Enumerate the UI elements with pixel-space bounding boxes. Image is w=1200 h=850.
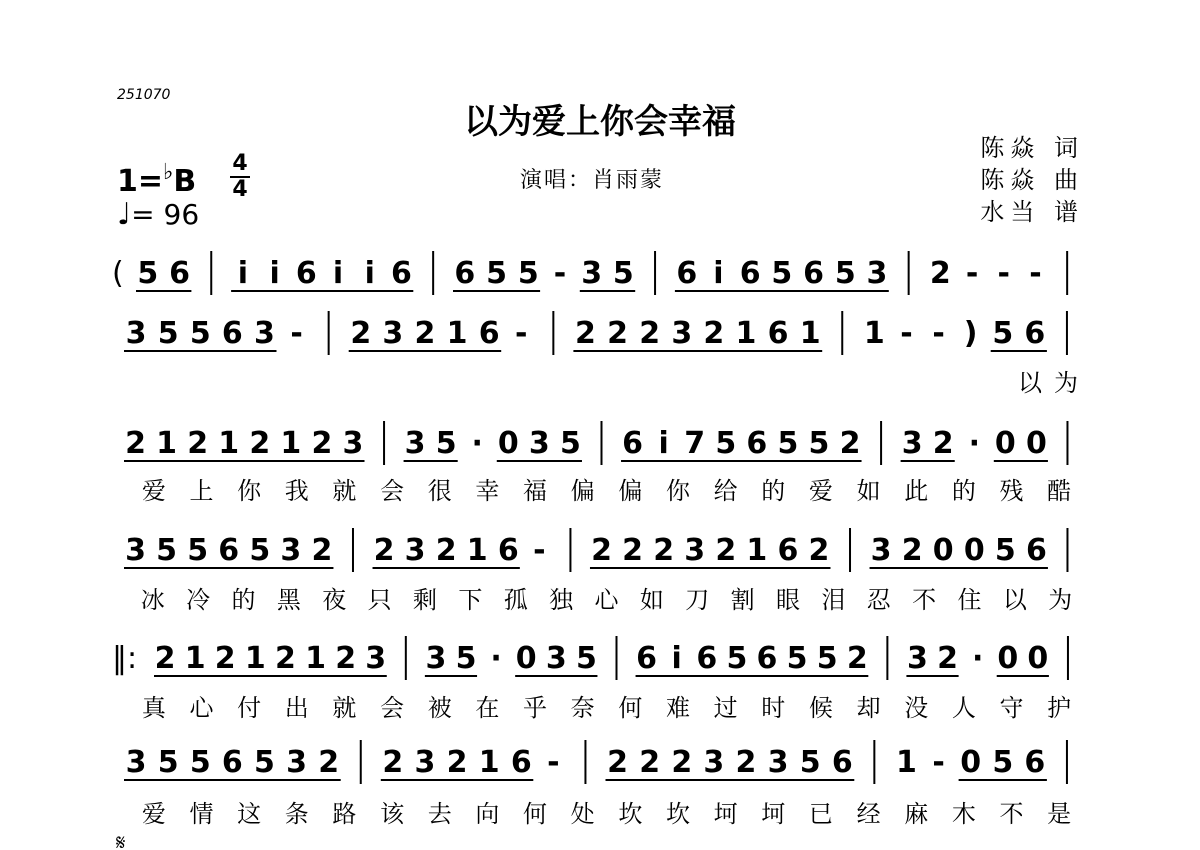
score-note: 3 [528,426,550,461]
score-note: 6 [756,641,778,676]
lyric-char: 付 [237,694,262,722]
lyric-char: 护 [1047,694,1072,722]
score-note: - [547,745,560,780]
lyric-char: 偏 [570,477,595,505]
score-note: 5 [156,533,178,568]
score-note: 6 [739,256,761,291]
score-note: 6 [497,533,519,568]
score-note: 6 [1024,316,1046,351]
score-note: 1 [896,745,917,780]
lyric-char: 的 [951,477,976,505]
lyric-char: 难 [665,694,690,722]
score-note: - [515,316,528,351]
lyric-char: 人 [951,694,976,722]
score-note: 2 [839,426,861,461]
score-note: 1 [218,426,240,461]
score-note: 5 [808,426,830,461]
lyric-char: 过 [713,694,738,722]
score-note: 2 [639,745,661,780]
score-note: - [553,256,567,291]
lyric-char: 割 [730,586,755,614]
score-note: 5 [771,256,793,291]
quarter-note-icon: ♩ [117,197,132,232]
lyric-char: 候 [808,694,833,722]
tempo-value: = 96 [131,198,200,231]
lyric-char: 孤 [503,586,528,614]
row-lead-mark: ( [112,256,124,291]
score-note: 6 [803,256,824,291]
score-note: 3 [382,316,404,351]
score-note: 2 [414,316,436,351]
lyric-char: 如 [639,586,664,614]
lyric-char: 就 [332,477,357,505]
lyric-char: 却 [856,694,881,722]
score-note: 7 [684,426,706,461]
lyric-char: 我 [284,477,309,505]
lyric-char: 独 [549,586,574,614]
time-signature-bottom: 4 [232,177,248,202]
score-note: 2 [932,426,954,461]
score-note: 5 [486,256,507,291]
score-note: - [290,316,303,351]
score-note: 3 [125,316,147,351]
score-note: - [1029,256,1042,291]
score-note: 3 [870,533,892,568]
score-note: · [971,641,984,676]
score-note: 3 [907,641,928,676]
score-note: 2 [125,426,146,461]
lyric-char: 坎 [618,800,643,828]
score-note: 2 [607,745,628,780]
score-note: 6 [221,745,243,780]
lyric-char: 你 [237,477,262,505]
score-note: 2 [703,316,725,351]
lyric-char: 经 [856,800,881,828]
score-note: 1 [184,641,206,676]
lyric-char: 坎 [665,800,690,828]
score-note: 5 [189,745,211,780]
lyric-char: 很 [427,477,452,505]
score-note: 2 [154,641,176,676]
lyric-char: 向 [475,800,500,828]
score-note: 1 [156,426,178,461]
lyric-char: 真 [141,694,166,722]
score-note: 5 [777,426,799,461]
lyric-char: 去 [427,800,452,828]
score-note: 3 [425,641,447,676]
lyric-char: 残 [999,477,1024,505]
score-note: 2 [929,256,951,291]
score-note: 3 [545,641,567,676]
lyric-char: 已 [808,800,833,828]
lyric-char: 被 [427,694,452,722]
score-note: 5 [816,641,838,676]
score-note: 1 [466,533,488,568]
score-note: 2 [622,533,644,568]
score-note: 6 [831,745,853,780]
score-note: 2 [214,641,236,676]
lyric-char: 何 [618,694,643,722]
flat-symbol: ♭ [163,160,174,185]
segno-sign: 𝄋 [116,831,126,850]
score-note: - [997,256,1010,291]
score-note: 3 [684,533,706,568]
lyric-char: 守 [999,694,1024,722]
lyric-char: 该 [380,800,405,828]
lyric-char: 以 [1002,586,1027,614]
score-note: 6 [696,641,718,676]
score-note: 1 [280,426,302,461]
lyric-char: 忍 [866,586,891,614]
score-note: 6 [221,316,243,351]
lyric-char: 的 [231,586,256,614]
lyric-char: 住 [957,586,982,614]
score-note: 6 [1025,533,1047,568]
lyric-char: 酷 [1047,477,1072,505]
score-note: 2 [846,641,868,676]
score-note: 6 [295,256,317,291]
lyric-char: 何 [523,800,548,828]
lyric-char: 此 [904,477,929,505]
score-note: 6 [391,256,412,291]
score-note: 2 [318,745,340,780]
score-note: - [932,745,945,780]
singer-line: 演唱：肖雨蒙 [520,168,665,193]
score-note: 0 [1027,641,1049,676]
lyric-char: 爱 [808,477,833,505]
score-note: i [269,256,280,291]
score-note: 2 [311,426,333,461]
score-note: ) [963,316,978,351]
score-note: 3 [404,533,426,568]
lyric-char: 就 [332,694,357,722]
score-note: 3 [767,745,789,780]
lyric-char: 幸 [475,477,500,505]
score-note: 2 [937,641,959,676]
score-note: 2 [735,745,757,780]
score-note: 1 [446,316,468,351]
lyric-char: 没 [904,694,929,722]
lyric-char: 会 [380,694,405,722]
lyricist-credit: 陈焱 词 [980,134,1084,162]
score-note: 5 [992,316,1014,351]
score-note: 5 [137,256,159,291]
score-note: 6 [478,316,500,351]
score-note: i [237,256,249,291]
score-note: 1 [735,316,757,351]
score-note: 5 [254,745,275,780]
lyric-char: 是 [1047,800,1072,828]
score-note: 5 [187,533,209,568]
score-note: i [671,641,682,676]
lyric-char: 乎 [523,694,548,722]
lyric-char: 心 [189,694,214,722]
score-note: 2 [715,533,737,568]
score-note: 1 [305,641,326,676]
score-note: 2 [653,533,675,568]
lyric-char: 刀 [685,586,710,614]
score-note: 3 [365,641,387,676]
score-note: · [490,641,502,676]
score-note: 1 [244,641,266,676]
score-note: 5 [834,256,856,291]
score-note: - [965,256,979,291]
score-note: 3 [280,533,302,568]
lyric-char: 泪 [821,586,846,614]
score-note: 2 [373,533,395,568]
lyric-char: 黑 [276,586,301,614]
lyric-char: 冷 [186,586,211,614]
lyric-char: 为 [1054,369,1078,397]
score-note: 0 [997,641,1019,676]
score-note: 2 [382,745,404,780]
score-note: · [968,426,980,461]
lyric-char: 麻 [904,800,929,828]
score-note: 3 [286,745,307,780]
lyric-char: 木 [951,800,976,828]
score-note: 3 [125,533,146,568]
score-note: 5 [575,641,597,676]
score-note: 3 [414,745,436,780]
composer-credit: 陈焱 曲 [980,166,1084,194]
score-note: 1 [799,316,821,351]
score-note: 5 [994,533,1016,568]
lyric-char: 坷 [761,800,786,828]
score-note: 2 [901,533,923,568]
lyric-char: 你 [665,477,690,505]
lyric-char: 的 [761,477,786,505]
score-note: 5 [517,256,539,291]
score-note: 3 [581,256,603,291]
lyric-char: 爱 [141,477,166,505]
score-note: 0 [963,533,985,568]
score-note: 5 [992,745,1014,780]
lyric-char: 福 [523,477,548,505]
score-note: 0 [994,426,1016,461]
lyric-char: 给 [713,477,738,505]
score-note: 1 [478,745,500,780]
score-note: 2 [435,533,457,568]
lyric-char: 时 [761,694,786,722]
lyric-char: 偏 [618,477,643,505]
score-note: 6 [676,256,698,291]
score-note: i [364,256,375,291]
key-note: B [173,164,197,199]
lyric-char: 为 [1048,586,1073,614]
score-note: 0 [1025,426,1047,461]
score-note: 2 [591,533,612,568]
score-note: 2 [639,316,661,351]
score-note: 6 [510,745,532,780]
score-note: 3 [866,256,888,291]
score-note: 5 [249,533,271,568]
score-note: 6 [746,426,768,461]
lyric-char: 情 [189,800,214,828]
row-lead-mark: ‖: [112,641,138,676]
lyric-char: 冰 [140,586,165,614]
score-note: 6 [767,316,789,351]
lyric-char: 坷 [713,800,738,828]
score-note: i [713,256,724,291]
score-note: 1 [746,533,768,568]
score-note: 0 [497,426,519,461]
score-note: - [533,533,546,568]
lyric-char: 奈 [570,694,595,722]
score-note: 5 [559,426,581,461]
score-note: 2 [350,316,372,351]
score-note: 3 [901,426,923,461]
score-note: 6 [622,426,644,461]
score-note: 5 [726,641,748,676]
lyric-char: 如 [856,477,881,505]
score-note: 5 [786,641,808,676]
lyric-char: 路 [332,800,357,828]
score-note: 5 [799,745,821,780]
score-note: 5 [455,641,477,676]
score-note: 2 [671,745,693,780]
lyric-char: 爱 [141,800,166,828]
transcriber-credit: 水当 谱 [980,198,1084,226]
score-note: 2 [607,316,628,351]
score-note: 2 [274,641,296,676]
score-note: 3 [125,745,147,780]
score-note: 2 [249,426,271,461]
score-id: 251070 [117,87,171,103]
score-note: 6 [454,256,476,291]
lyric-char: 在 [475,694,500,722]
time-signature-top: 4 [232,151,248,176]
score-note: 3 [404,426,426,461]
score-note: 0 [932,533,954,568]
score-note: 1 [863,316,885,351]
score-note: · [471,426,483,461]
score-note: 5 [189,316,211,351]
score-note: i [658,426,669,461]
lyric-char: 处 [570,800,595,828]
score-note: 0 [960,745,982,780]
score-note: 2 [808,533,830,568]
lyric-char: 夜 [322,586,347,614]
score-note: - [900,316,913,351]
score-note: 6 [218,533,240,568]
lyric-char: 眼 [776,586,801,614]
lyric-char: 心 [594,586,619,614]
score-note: 6 [777,533,799,568]
score-note: - [932,316,945,351]
score-note: 5 [612,256,634,291]
score-note: 6 [1024,745,1046,780]
score-note: 0 [515,641,537,676]
score-note: 2 [311,533,333,568]
lyric-char: 条 [284,800,309,828]
lyric-char: 上 [189,477,214,505]
score-note: 5 [435,426,457,461]
song-title: 以为爱上你会幸福 [464,102,736,142]
lyric-char: 会 [380,477,405,505]
score-note: 2 [187,426,209,461]
lyric-char: 下 [458,586,483,614]
score-note: 3 [671,316,693,351]
score-note: 3 [342,426,364,461]
score-note: 5 [715,426,737,461]
score-note: 2 [446,745,468,780]
lyric-char: 不 [999,800,1024,828]
score-note: 6 [636,641,658,676]
score-note: 6 [169,256,190,291]
lyric-char: 这 [237,800,262,828]
lyric-char: 只 [367,586,392,614]
lyric-char: 以 [1018,369,1042,397]
score-note: 5 [157,745,179,780]
lyric-char: 剩 [412,586,437,614]
lyric-char: 不 [912,586,937,614]
score-note: 2 [335,641,357,676]
score-note: 3 [703,745,725,780]
score-note: i [332,256,344,291]
score-note: 3 [254,316,275,351]
key-label: 1= [117,164,164,199]
lyric-char: 出 [284,694,309,722]
score-note: 2 [575,316,596,351]
score-note: 5 [157,316,179,351]
